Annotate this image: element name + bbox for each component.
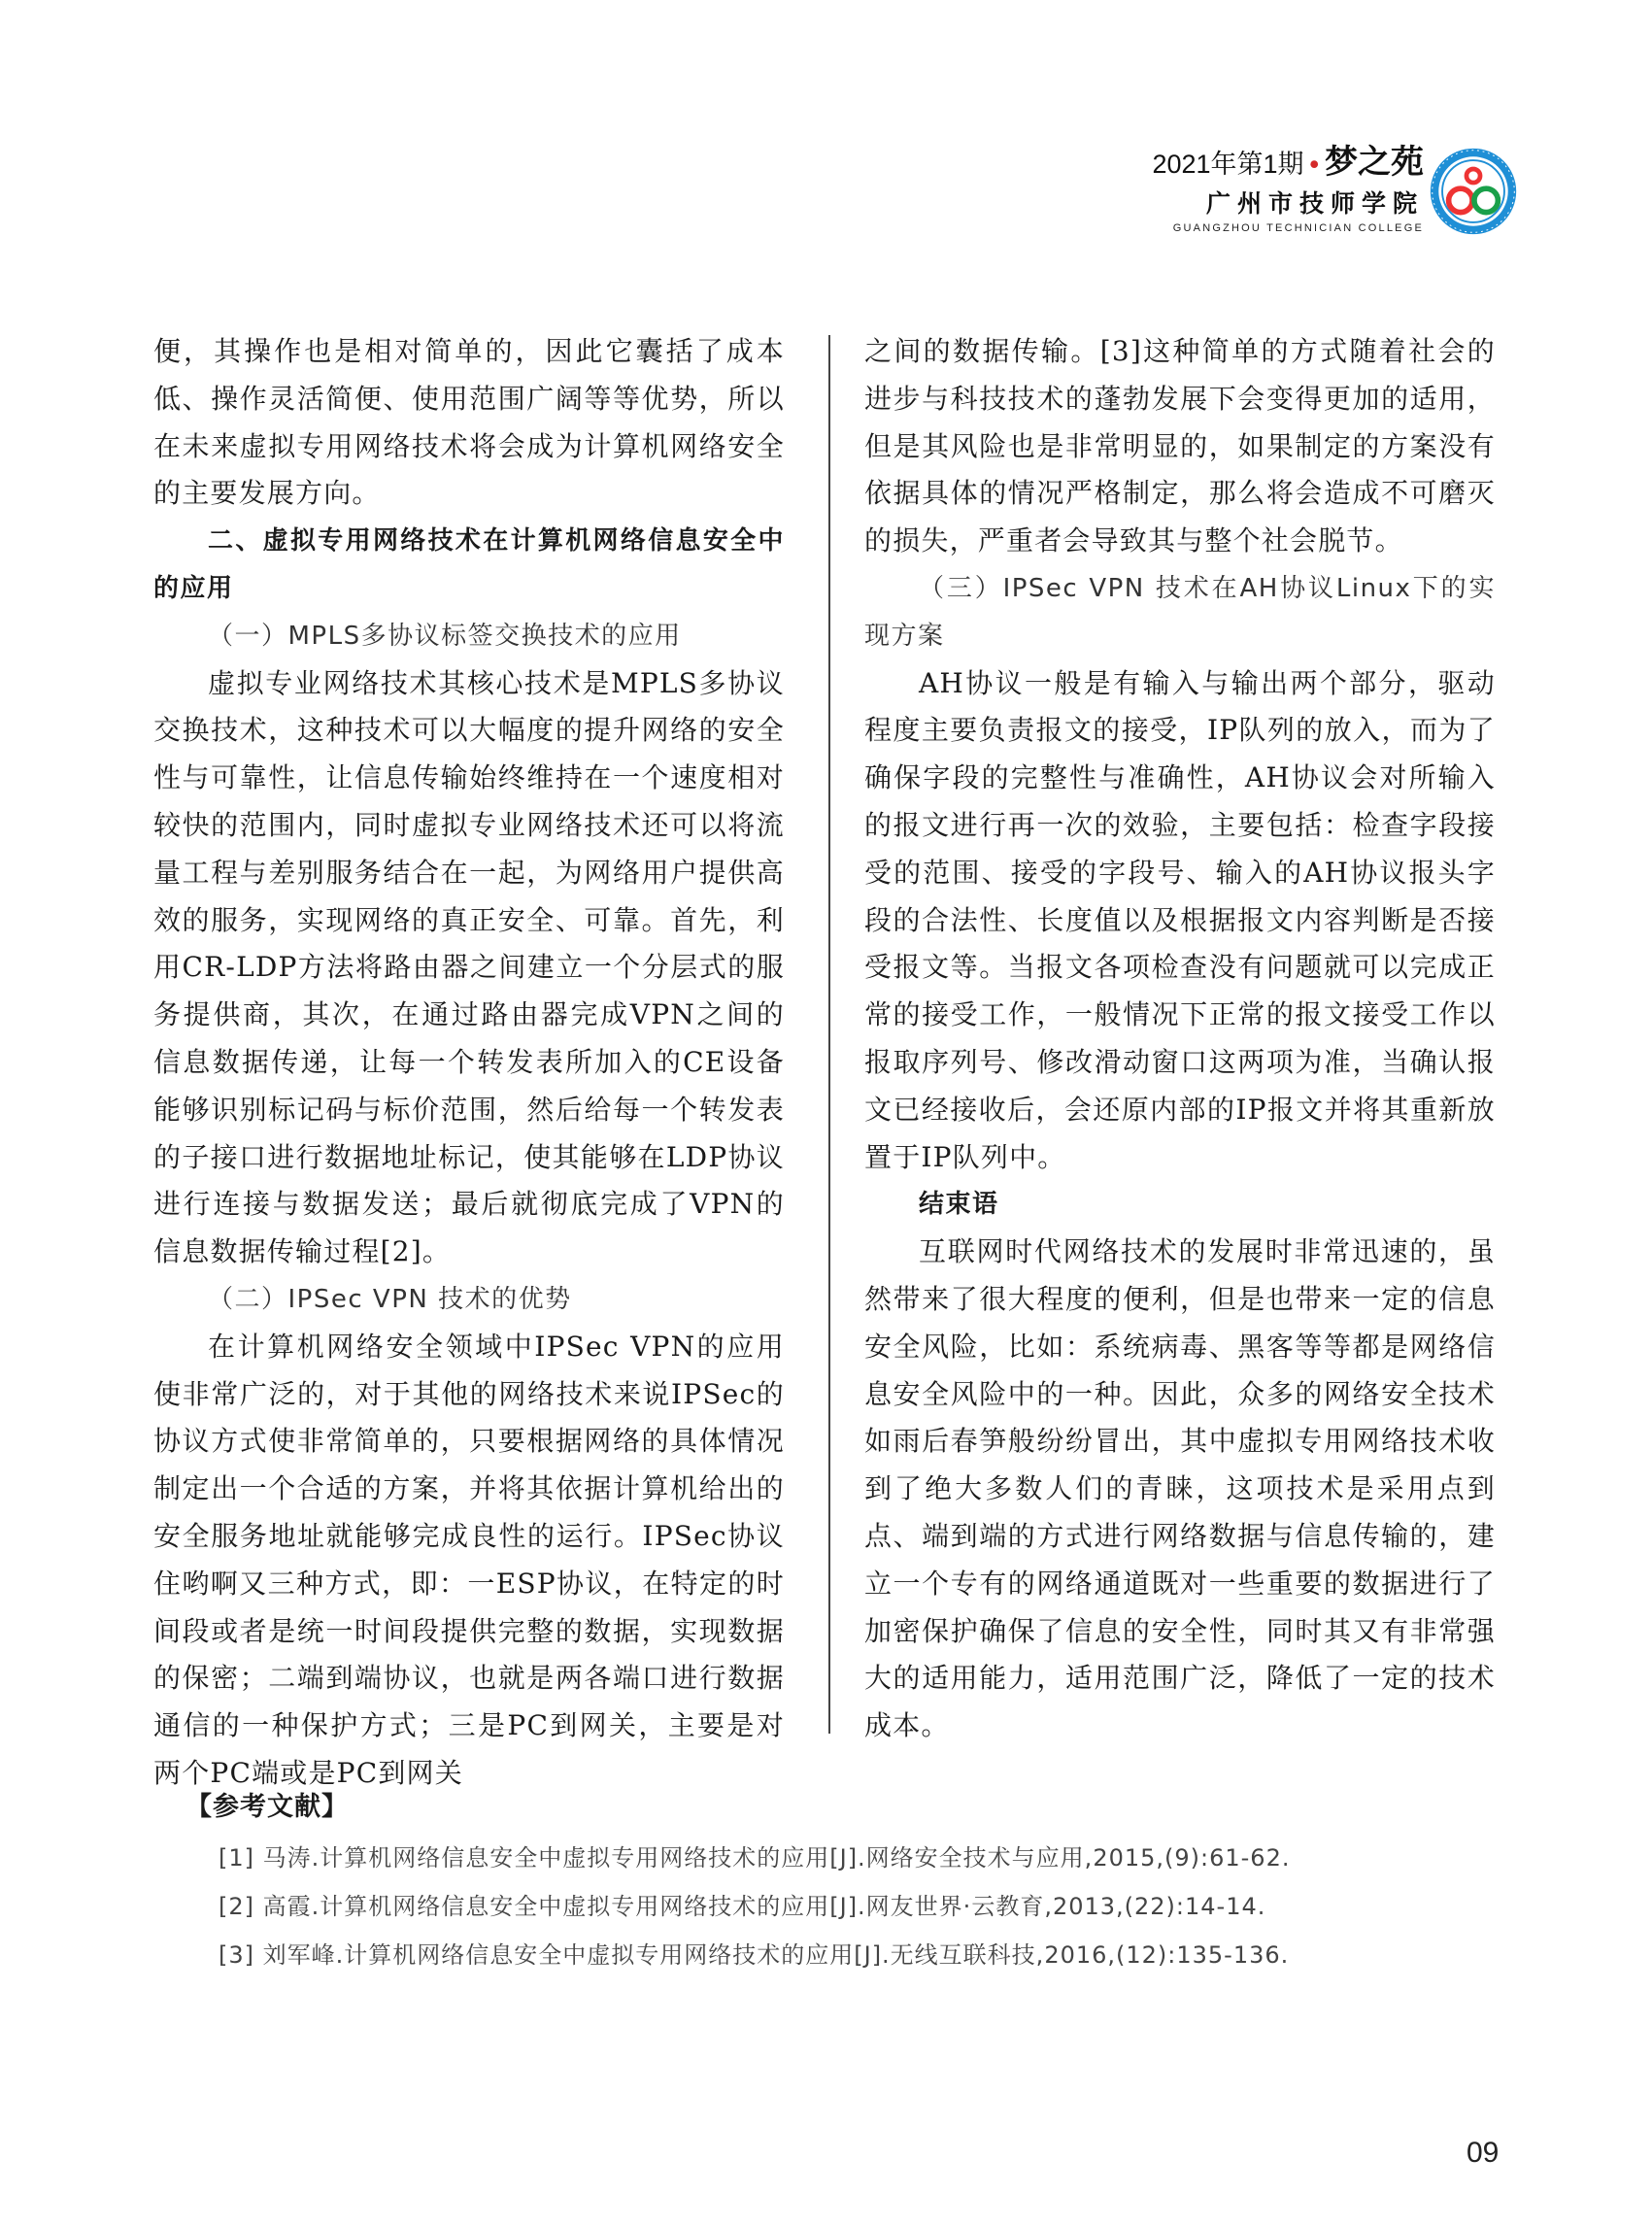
paragraph: 虚拟专业网络技术其核心技术是MPLS多协议交换技术，这种技术可以大幅度的提升网络的安全性与可靠性，让信息传输始终维持在一个速度相对较快的范围内，同时虚拟专业网络技术还可以将流量工程与差别服务结合在一起，为网络用户提供高效的服务，实现网络的真正安全、可靠。首先，利用CR-LDP方法将路由器之间建立一个分层式的服务提供商，其次，在通过路由器完成VPN之间的信息数据传递，让每一个转发表所加入的CE设备能够识别标记码与标价范围，然后给每一个转发表的子接口进行数据地址标记，使其能够在LDP协议进行连接与数据发送；最后就彻底完成了VPN的信息数据传输过程[2]。 [153, 666, 785, 1268]
section-heading: 二、虚拟专用网络技术在计算机网络信息安全中的应用 [153, 526, 785, 603]
subsection-heading: （一）MPLS多协议标签交换技术的应用 [208, 621, 682, 651]
page-number: 09 [1467, 2137, 1500, 2169]
issue-label: 2021年第1期 [1152, 150, 1304, 179]
column-divider [828, 335, 830, 1734]
school-name-cn: 广州市技师学院 [1205, 189, 1424, 218]
header-issue-line [1152, 143, 1424, 182]
references-title: 【参考文献】 [185, 1792, 349, 1822]
school-logo-icon [1428, 146, 1519, 237]
references-section [185, 1785, 1452, 1986]
paragraph: 便，其操作也是相对简单的，因此它囊括了成本低、操作灵活简便、使用范围广阔等等优势，所以在未来虚拟专用网络技术将会成为计算机网络安全的主要发展方向。 [153, 335, 785, 510]
reference-item: [3] 刘军峰.计算机网络信息安全中虚拟专用网络技术的应用[J].无线互联科技,2016,(12):135-136. [219, 1941, 1290, 1969]
school-name-en: GUANGZHOU TECHNICIAN COLLEGE [1172, 222, 1424, 234]
journal-header [1152, 143, 1424, 234]
journal-brand: 梦之苑 [1325, 143, 1424, 182]
reference-item: [1] 马涛.计算机网络信息安全中虚拟专用网络技术的应用[J].网络安全技术与应用,2015,(9):61-62. [219, 1844, 1291, 1872]
left-column [153, 328, 785, 1798]
reference-item: [2] 高霞.计算机网络信息安全中虚拟专用网络技术的应用[J].网友世界·云教育,2013,(22):14-14. [219, 1893, 1266, 1920]
header-dot: • [1309, 150, 1319, 179]
paragraph: 在计算机网络安全领域中IPSec VPN的应用使非常广泛的，对于其他的网络技术来说IPSec的协议方式使非常简单的，只要根据网络的具体情况制定出一个合适的方案，并将其依据计算机给出的安全服务地址就能够完成良性的运行。IPSec协议住哟啊又三种方式，即：一ESP协议，在特定的时间段或者是统一时间段提供完整的数据，实现数据的保密；二端到端协议，也就是两各端口进行数据通信的一种保护方式；三是PC到网关，主要是对两个PC端或是PC到网关 [153, 1330, 785, 1789]
paragraph: AH协议一般是有输入与输出两个部分，驱动程度主要负责报文的接受，IP队列的放入，而为了确保字段的完整性与准确性，AH协议会对所输入的报文进行再一次的效验，主要包括：检查字段接受的范围、接受的字段号、输入的AH协议报头字段的合法性、长度值以及根据报文内容判断是否接受报文等。当报文各项检查没有问题就可以完成正常的接受工作，一般情况下正常的报文接受工作以报取序列号、修改滑动窗口这两项为准，当确认报文已经接收后，会还原内部的IP报文并将其重新放置于IP队列中。 [864, 666, 1496, 1173]
paragraph: 之间的数据传输。[3]这种简单的方式随着社会的进步与科技技术的蓬勃发展下会变得更加的适用，但是其风险也是非常明显的，如果制定的方案没有依据具体的情况严格制定，那么将会造成不可磨灭的损失，严重者会导致其与整个社会脱节。 [864, 335, 1496, 557]
right-column [864, 328, 1496, 1750]
section-heading: 结束语 [919, 1190, 999, 1220]
subsection-heading: （二）IPSec VPN 技术的优势 [208, 1284, 572, 1314]
subsection-heading: （三）IPSec VPN 技术在AH协议Linux下的实现方案 [864, 573, 1496, 651]
paragraph: 互联网时代网络技术的发展时非常迅速的，虽然带来了很大程度的便利，但是也带来一定的信息安全风险，比如：系统病毒、黑客等等都是网络信息安全风险中的一种。因此，众多的网络安全技术如雨后春笋般纷纷冒出，其中虚拟专用网络技术收到了绝大多数人们的青睐，这项技术是采用点到点、端到端的方式进行网络数据与信息传输的，建立一个专有的网络通道既对一些重要的数据进行了加密保护确保了信息的安全性，同时其又有非常强大的适用能力，适用范围广泛，降低了一定的技术成本。 [864, 1235, 1496, 1742]
